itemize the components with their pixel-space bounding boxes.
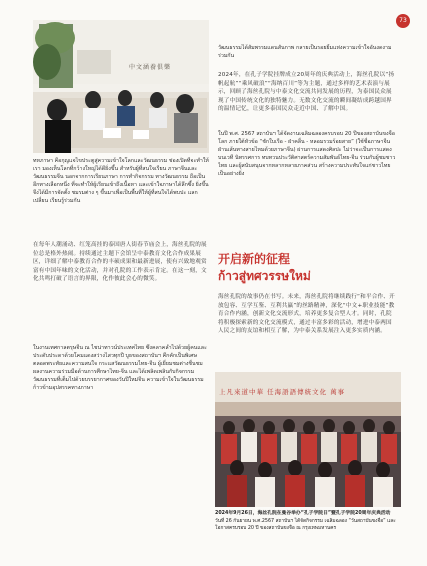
section-heading-th: ก้าวสู่ทศวรรษใหม่: [218, 269, 311, 283]
right-thai-paragraph-1: วัฒนธรรมได้สัมพรรมแดนสันกาพ กลายเป็นรอยยิ้มแห่งความเข้าใจอันงดงามร่วมกัน: [218, 45, 392, 60]
photo-classroom: [33, 20, 209, 153]
right-thai-paragraph-2: ในปี พ.ศ. 2567 สถาบันฯ ได้จัดงานเฉลิมฉลองครบรอบ 20 ปีของสถาบันขงจื่อโลก ภายใต้หัวข้อ “ชักใบเรือ - ฝ่าคลื่น - หลอมรวมร้อยสาย” (ใช้ชื่อภาษาจีน ฝ่านเส้นทางสายไหมด้วยภาษาจีน) ผ่านการแสดงศิลปะ ไม่ว่าจะเป็นการแสดงบนเวที นิทรรศการ ทบทวนประวัติศาสตร์ความสัมพันธ์ไทย-จีน ร่วมกับผู้ชมชาวไทย และผู้สนับสนุนจากหลากหลายภาคส่วน สร้างความประทับใจแก่ชาวไทยเป็นอย่างยิ่ง: [218, 131, 396, 178]
page-number-badge: 73: [396, 14, 410, 28]
right-zh-paragraph-1: 2024年，在孔子学院挂牌成立20周年的庆典活动上，海丝孔院以“扬帆起航”“乘风破浪”“海纳百川”等为主题，通过多样的艺术表演与展示，回顾了海丝孔院与中泰文化交流共同发展的历程，为泰国民众展现了中国传统文化的独特魅力。无数文化交流的瞬间凝结成跨越国界的温情记忆，让更多泰国民众走近中国、了解中国。: [218, 72, 395, 113]
left-zh-paragraph: 在每年人潮涌动、红笼高挂的泰国唐人街春节庙会上，海丝孔院的展位总是格外热闹。持续通过主题下会馆呈中泰教育文化合作成果展区，详细了解中泰教育合作的丰硕成果和最新进展，使有兴致地观赏富有中国年味的文化活动，并对孔院的工作表示肯定。在这一刻，文化共鸣打破了语言的界限，化作彼此会心的微笑。: [33, 242, 207, 283]
photo-classroom-image: [33, 20, 209, 153]
photo-banner-text: 上凡來道中華 任海語語傳統文化 萬事: [219, 388, 346, 396]
left-thai-paragraph-2: ในงานเทศกาลตรุษจีน ณ ไชน่าทาวน์ประเทศไทย ซึ่งคลาคล่ำไปด้วยผู้คนและประดับประดาด้วยโคมแดงสว่างไสวทุกปี บูธของสถาบันฯ คึกคักเป็นพิเศษ ตลอดพระทัยและความสนใจ กระแสวัฒนธรรมไทย-จีน ผู้เยี่ยมชมต่างชื่นชมผลงานความร่วมมือด้านการศึกษาไทย-จีน และได้เพลิดเพลินกับกิจกรรมวัฒนธรรมที่เต็มไปด้วยบรรยากาศของวันปีใหม่จีน ความเข้าใจในวัฒนธรรมก้าวข้ามอุปสรรคทางภาษา: [33, 345, 207, 392]
photo-sign-text: 中文涵養俱樂: [129, 64, 172, 71]
photo-caption-zh: 2024年9月26日，海丝孔院在曼谷举办“孔子学院日”暨孔子学院20周年庆典活动: [215, 511, 391, 516]
section-heading-zh: 开启新的征程: [218, 252, 291, 266]
photo-caption-th: วันที่ 26 กันยายน พ.ศ.2567 สถาบันฯ ได้จัดกิจกรรม เฉลิมฉลอง “วันสถาบันขงจื่อ” และโอกาสครบรอบ 20 ปี ของสถาบันขงจื่อ ณ กรุงเทพมหานคร: [215, 519, 396, 531]
photo-celebration: [215, 372, 401, 507]
left-thai-paragraph-1: ทหภาษา คือกุญแจไขประตูสู่ความเข้าใจโลกและวัฒนธรรม ช่องเปิดที่จะทำให้เรา มองเห็นโลกที่กว้างใหญ่ได้ดียิ่งขึ้น สำหรับผู้ที่สนใจเรียน ภาษาจีนและวัฒนธรรมจีน นอกจากการเรียนภาษา การทำกิจกรรม ทางวัฒนธรรม ถือเป็นอีกทางเลือกหนึ่ง ที่จะทำให้ผู้เรียนเข้าถึงเนื้อหา และเข้าใจภาษาได้ลึกซึ้ง ยิ่งขึ้น จึงได้มีการจัดตั้ง ชมรมต่าง ๆ ขึ้นมาเพื่อเป็นพื้นที่ให้ผู้ที่สนใจได้พบปะ แลกเปลี่ยน เรียนรู้ร่วมกัน: [33, 158, 209, 205]
right-zh-paragraph-2: 海丝孔院的故事仍在书写。未来，海丝孔院将继续践行“和平合作、开放包容、互学互鉴、互利共赢”的丝路精神，深化“中文+职业技能”教育合作内涵，创新文化交流形式，培养更多复合型人才。同时，孔院将积极探索新的文化交流模式，通过丰富多彩的活动，增进中泰两国人民之间的友谊和相互了解，为中泰关系发展注入更多实质内涵。: [218, 294, 395, 335]
